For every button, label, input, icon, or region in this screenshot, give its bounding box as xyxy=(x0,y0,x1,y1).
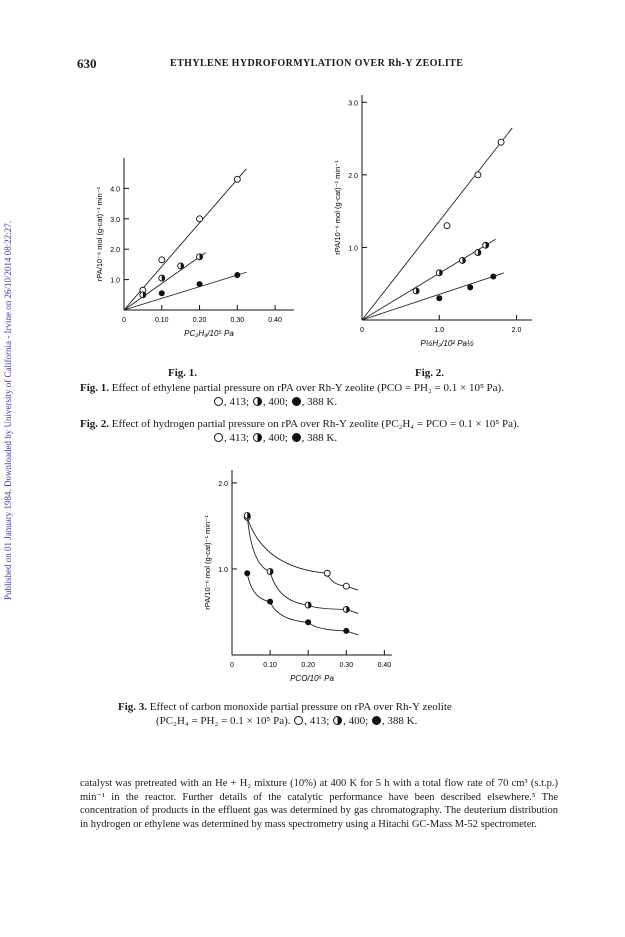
x-tick-label: 2.0 xyxy=(511,327,522,334)
x-tick-label: 0.20 xyxy=(301,662,316,669)
figure-2-legend: , 413; , 400; , 388 K. xyxy=(213,431,337,445)
point-400 xyxy=(436,270,442,276)
point-388 xyxy=(159,290,165,296)
point-388 xyxy=(244,570,250,576)
body-paragraph: catalyst was pretreated with an He + H₂ mixture (10%) at 400 K for 5 h with a total flow rate of 70 cm³ (s.t.p.) min⁻¹ in the reactor. Further details of the catalytic performance have been described elsewhere.⁵ The concentration of products in the effluent gas was determined by gas chromatography. The deuterium distribution in hydrogen or ethylene was determined by mass spectrometry using a Hitachi GC-Mass M-52 spectrometer. xyxy=(80,778,558,830)
point-413 xyxy=(444,223,450,229)
point-400 xyxy=(343,606,349,612)
point-413 xyxy=(234,176,240,182)
open-circle-icon xyxy=(214,397,223,406)
point-413 xyxy=(343,583,349,589)
point-400 xyxy=(244,513,250,519)
x-tick-label: 0 xyxy=(230,662,234,669)
caption-3-label: Fig. 3. xyxy=(118,701,148,713)
caption-1-label: Fig. 1. xyxy=(80,382,110,394)
point-388 xyxy=(490,273,496,279)
caption-3-conditions: (PC₂H₄ = PH₂ = 0.1 × 10⁵ Pa). xyxy=(156,715,291,727)
x-tick-label: 0.10 xyxy=(154,317,169,324)
figure-2-caption xyxy=(80,417,560,431)
y-tick-label: 1.0 xyxy=(110,277,120,285)
x-tick-label: 0.30 xyxy=(339,662,354,669)
point-400 xyxy=(475,250,481,256)
point-388 xyxy=(234,272,240,278)
y-tick-label: 2.0 xyxy=(218,480,228,488)
y-tick-label: 3.0 xyxy=(110,216,120,224)
point-400 xyxy=(159,275,165,281)
point-388 xyxy=(305,619,311,625)
x-tick-label: 0.30 xyxy=(230,317,245,324)
caption-1-text: Effect of ethylene partial pressure on rPA over Rh-Y zeolite (PCO = PH₂ = 0.1 × 10⁵ Pa). xyxy=(111,382,504,394)
y-axis-label: rPA/10⁻⁶ mol (g-cat)⁻¹ min⁻¹ xyxy=(203,515,212,610)
open-circle-icon xyxy=(294,716,303,725)
point-413 xyxy=(324,570,330,576)
series-388-line xyxy=(362,273,504,320)
figure-1-legend: , 413; , 400; , 388 K. xyxy=(213,395,337,409)
caption-2-label: Fig. 2. xyxy=(80,418,110,430)
point-388 xyxy=(436,295,442,301)
point-400 xyxy=(197,254,203,260)
x-axis-label: P½H₂/10² Pa½ xyxy=(420,339,474,348)
x-tick-label: 0.10 xyxy=(263,662,277,669)
figure-1-label: Fig. 1. xyxy=(168,367,198,379)
caption-2-text: Effect of hydrogen partial pressure on rPA over Rh-Y zeolite (PC₂H₄ = PCO = 0.1 × 10⁵ Pa). xyxy=(111,418,520,430)
figure-2-chart xyxy=(322,85,540,355)
point-400 xyxy=(413,288,419,294)
running-title: ETHYLENE HYDROFORMYLATION OVER Rh-Y ZEOLITE xyxy=(170,58,464,69)
open-circle-icon xyxy=(214,433,223,442)
filled-circle-icon xyxy=(292,433,301,442)
y-axis-label: rPA/10⁻⁶ mol (g-cat)⁻¹ min⁻¹ xyxy=(333,160,342,255)
y-tick-label: 1.0 xyxy=(348,245,358,253)
x-tick-label: 0.20 xyxy=(192,317,207,324)
point-400 xyxy=(178,263,184,269)
series-400-line xyxy=(247,516,358,614)
page-number: 630 xyxy=(77,56,97,71)
point-388 xyxy=(267,599,273,605)
point-413 xyxy=(159,257,165,263)
download-notice: Published on 01 January 1984. Downloaded by University of California - Irvine on 26/10/2014 08:22:27. xyxy=(3,221,13,600)
figure-1-chart xyxy=(84,148,314,348)
series-413-line xyxy=(362,128,512,320)
x-tick-label: 0.40 xyxy=(377,662,392,669)
point-400 xyxy=(267,569,273,575)
figure-3-caption xyxy=(118,700,538,714)
x-axis-label: PCO/10⁵ Pa xyxy=(290,674,334,683)
figure-2-label: Fig. 2. xyxy=(415,367,445,379)
x-axis-label: PC₂H₄/10⁵ Pa xyxy=(184,329,234,338)
point-388 xyxy=(197,281,203,287)
y-tick-label: 1.0 xyxy=(218,566,228,574)
filled-circle-icon xyxy=(292,397,301,406)
y-axis-label: rPA/10⁻⁶ mol (g-cat)⁻¹ min⁻¹ xyxy=(95,186,104,282)
point-388 xyxy=(467,284,473,290)
point-400 xyxy=(483,242,489,248)
point-413 xyxy=(498,139,504,145)
point-400 xyxy=(459,257,465,263)
y-tick-label: 3.0 xyxy=(348,100,358,108)
point-413 xyxy=(197,216,203,222)
y-tick-label: 4.0 xyxy=(110,186,120,194)
caption-3-text: Effect of carbon monoxide partial pressure on rPA over Rh-Y zeolite xyxy=(149,701,452,713)
figure-1-caption xyxy=(80,381,560,395)
filled-circle-icon xyxy=(372,716,381,725)
point-413 xyxy=(475,172,481,178)
y-tick-label: 2.0 xyxy=(348,172,358,180)
point-388 xyxy=(343,628,349,634)
half-filled-circle-icon xyxy=(253,397,262,406)
x-tick-label: 1.0 xyxy=(434,327,445,334)
y-tick-label: 2.0 xyxy=(110,247,120,255)
point-400 xyxy=(305,602,311,608)
x-tick-label: 0.40 xyxy=(268,317,282,324)
point-400 xyxy=(140,292,146,298)
series-413-line xyxy=(247,517,358,590)
half-filled-circle-icon xyxy=(253,433,262,442)
x-tick-label: 0 xyxy=(122,317,126,324)
figure-3-chart xyxy=(196,450,411,700)
x-tick-label: 0 xyxy=(360,327,364,334)
figure-3-legend: (PC₂H₄ = PH₂ = 0.1 × 10⁵ Pa). , 413; , 400; , 388 K. xyxy=(156,715,418,727)
half-filled-circle-icon xyxy=(333,716,342,725)
